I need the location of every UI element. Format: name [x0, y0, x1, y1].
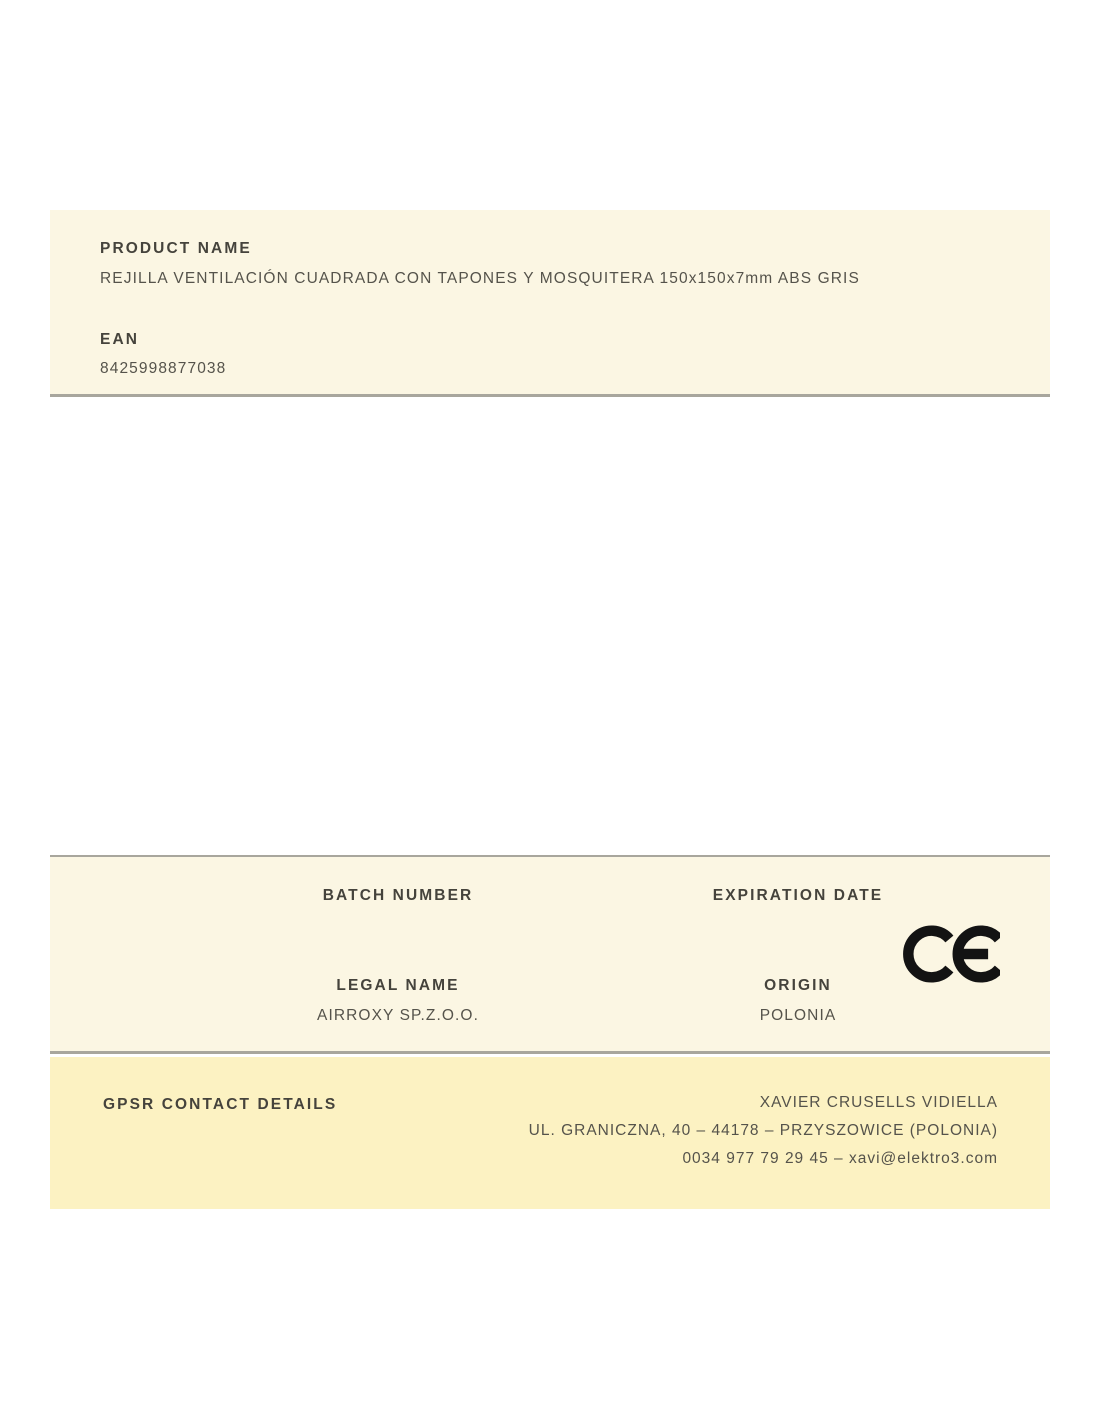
- batch-number-label: BATCH NUMBER: [322, 887, 474, 904]
- product-info-panel: [50, 210, 1050, 397]
- batch-legal-panel: [50, 855, 1050, 1054]
- gpsr-contact-phone-email: 0034 977 79 29 45 – xavi@elektro3.com: [682, 1150, 998, 1167]
- gpsr-contact-name: XAVIER CRUSELLS VIDIELLA: [759, 1094, 998, 1111]
- legal-name-label: LEGAL NAME: [336, 977, 460, 994]
- gpsr-contact-details-label: GPSR CONTACT DETAILS: [103, 1096, 338, 1113]
- gpsr-contact-panel: [50, 1057, 1050, 1209]
- origin-label: ORIGIN: [764, 977, 832, 994]
- ean-label: EAN: [100, 331, 140, 348]
- legal-name-value: AIRROXY SP.Z.O.O.: [317, 1007, 479, 1024]
- origin-value: POLONIA: [759, 1007, 837, 1024]
- gpsr-contact-block: [529, 1089, 998, 1173]
- ean-value: 8425998877038: [100, 360, 227, 377]
- expiration-date-label: EXPIRATION DATE: [712, 887, 884, 904]
- product-name-value: REJILLA VENTILACIÓN CUADRADA CON TAPONES Y MOSQUITERA 150x150x7mm ABS GRIS: [100, 270, 860, 287]
- ce-mark-icon: [903, 923, 1000, 985]
- gpsr-contact-address: UL. GRANICZNA, 40 – 44178 – PRZYSZOWICE (POLONIA): [528, 1122, 998, 1139]
- product-name-label: PRODUCT NAME: [100, 240, 252, 257]
